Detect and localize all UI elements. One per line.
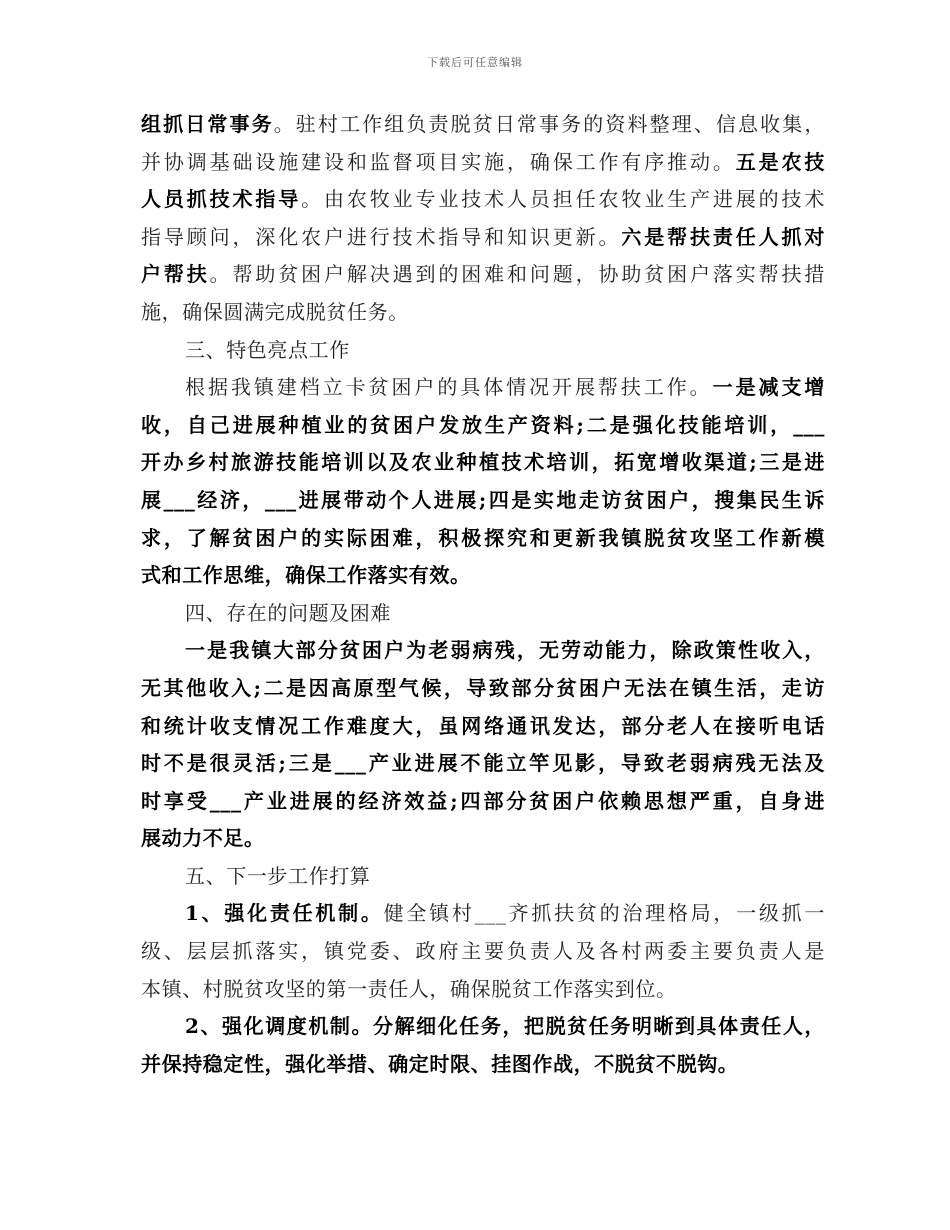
bold-text: 人员抓技术指导 [141, 187, 302, 212]
bold-text: 一是我镇大部分贫困户为老弱病残，无劳动能力，除政策性收入， [185, 638, 825, 663]
text-line [141, 1046, 825, 1084]
text-line [141, 745, 825, 783]
bold-text: 和统计收支情况工作难度大，虽网络通讯发达，部分老人在接听电话 [141, 713, 825, 738]
bold-text: 时不是很灵活;三是___产业进展不能立竿见影，导致老弱病残无法及 [141, 751, 825, 776]
text-line [141, 219, 825, 257]
text-line [141, 256, 825, 294]
bold-text: 式和工作思维，确保工作落实有效。 [141, 563, 471, 588]
bold-text: 并保持稳定性，强化举措、确定时限、挂图作战，不脱贫不脱钩。 [141, 1051, 739, 1076]
text-run: 健全镇村___齐抓扶贫的治理格局，一级抓一 [383, 901, 825, 926]
text-run: 五、下一步工作打算 [185, 863, 371, 888]
document-body [141, 106, 825, 1083]
text-line [141, 407, 825, 445]
bold-text: 开办乡村旅游技能培训以及农业种植技术培训，拓宽增收渠道;三是进 [141, 450, 825, 475]
text-line [141, 708, 825, 746]
bold-text: 展___经济，___进展带动个人进展;四是实地走访贫困户，搜集民生诉 [141, 487, 825, 512]
bold-text: 一是减支增 [712, 375, 825, 400]
text-line [141, 783, 825, 821]
text-line [141, 670, 825, 708]
bold-text: 收，自己进展种植业的贫困户发放生产资料;二是强化技能培训，___ [141, 412, 825, 437]
text-run: 根据我镇建档立卡贫困户的具体情况开展帮扶工作。 [185, 375, 713, 400]
text-run: 。帮助贫困户解决遇到的困难和问题，协助贫困户落实帮扶措 [209, 262, 825, 287]
bold-text: 2、强化调度机制。分解细化任务，把脱贫任务明晰到具体责任人， [185, 1014, 825, 1039]
text-line [141, 332, 825, 370]
text-line [141, 858, 825, 896]
bold-text: 户帮扶 [141, 262, 210, 287]
text-run: 四、存在的问题及困难 [185, 600, 391, 625]
text-run: 。驻村工作组负责脱贫日常事务的资料整理、信息收集， [273, 112, 825, 136]
bold-text: 无其他收入;二是因高原型气候，导致部分贫困户无法在镇生活，走访 [141, 675, 825, 700]
text-line [141, 106, 825, 144]
text-run: 级、层层抓落实，镇党委、政府主要负责人及各村两委主要负责人是 [141, 939, 825, 964]
text-line [141, 971, 825, 1009]
text-line [141, 895, 825, 933]
text-line [141, 520, 825, 558]
bold-text: 1、强化责任机制。 [185, 901, 384, 926]
text-line [141, 933, 825, 971]
bold-text: 时享受___产业进展的经济效益;四部分贫困户依赖思想严重，自身进 [141, 788, 825, 813]
text-run: 并协调基础设施建设和监督项目实施，确保工作有序推动。 [141, 149, 736, 174]
bold-text: 求，了解贫困户的实际困难，积极探究和更新我镇脱贫攻坚工作新模 [141, 525, 825, 550]
page-header: 下载后可任意编辑 [427, 56, 523, 69]
text-line [141, 820, 825, 858]
text-line [141, 369, 825, 407]
text-line [141, 144, 825, 182]
bold-text: 五是农技 [735, 149, 825, 174]
text-run: 三、特色亮点工作 [185, 337, 350, 362]
text-line [141, 595, 825, 633]
text-run: 。由农牧业专业技术人员担任农牧业生产进展的技术 [301, 187, 825, 212]
text-line [141, 1008, 825, 1046]
bold-text: 六是帮扶责任人抓对 [621, 224, 825, 249]
text-run: 施，确保圆满完成脱贫任务。 [141, 299, 409, 324]
text-line [141, 557, 825, 595]
text-line [141, 632, 825, 670]
text-line [141, 482, 825, 520]
text-line [141, 181, 825, 219]
text-line [141, 444, 825, 482]
bold-text: 组抓日常事务 [141, 112, 274, 136]
text-run: 本镇、村脱贫攻坚的第一责任人，确保脱贫工作落实到位。 [141, 976, 677, 1001]
text-run: 指导顾问，深化农户进行技术指导和知识更新。 [141, 224, 622, 249]
bold-text: 展动力不足。 [141, 826, 265, 851]
text-line [141, 294, 825, 332]
